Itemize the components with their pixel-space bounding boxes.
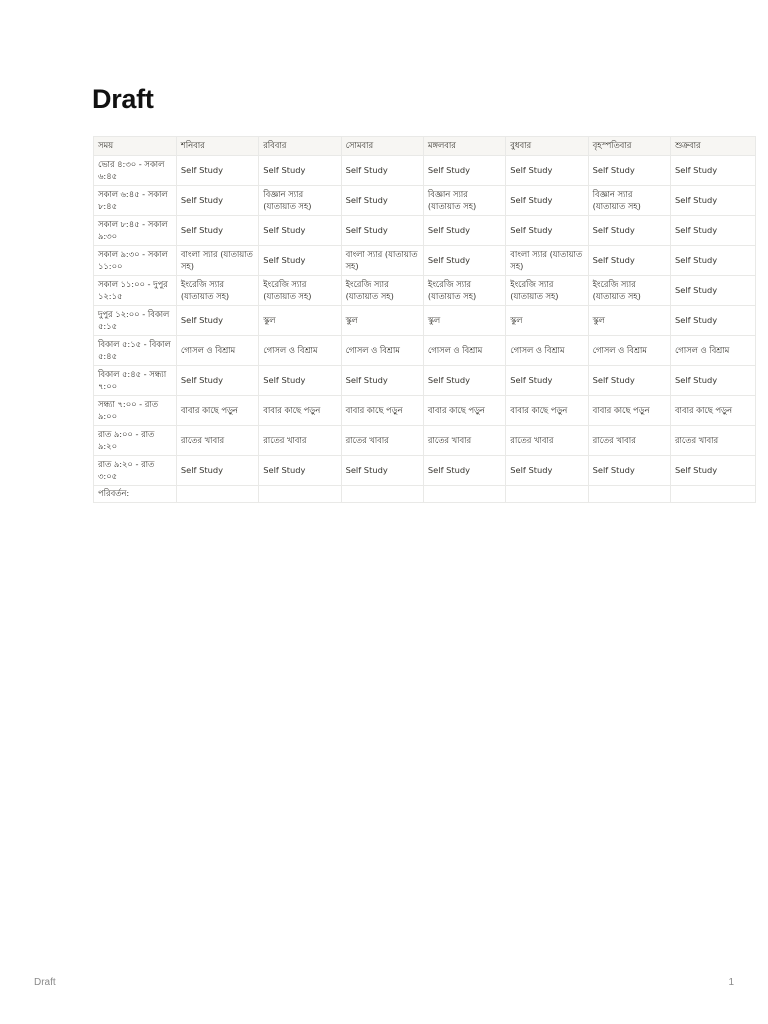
schedule-cell-monday: বাংলা স্যার (যাতায়াত সহ): [341, 246, 423, 276]
schedule-cell-wednesday: Self Study: [506, 216, 588, 246]
schedule-cell-monday: Self Study: [341, 186, 423, 216]
schedule-cell-tuesday: রাতের খাবার: [423, 426, 505, 456]
schedule-cell-monday: Self Study: [341, 156, 423, 186]
schedule-cell-saturday: Self Study: [176, 186, 258, 216]
time-slot-cell: ভোর ৪:৩০ - সকাল ৬:৪৫: [94, 156, 177, 186]
header-cell-wednesday: বুধবার: [506, 137, 588, 156]
table-row: [94, 216, 756, 246]
schedule-cell-sunday: Self Study: [259, 156, 341, 186]
schedule-cell-monday: গোসল ও বিশ্রাম: [341, 336, 423, 366]
table-row: [94, 486, 756, 503]
schedule-cell-friday: Self Study: [670, 156, 755, 186]
schedule-cell-friday: [670, 486, 755, 503]
schedule-cell-sunday: স্কুল: [259, 306, 341, 336]
schedule-cell-thursday: রাতের খাবার: [588, 426, 670, 456]
routine-table-container: [93, 136, 732, 503]
table-row: [94, 276, 756, 306]
schedule-cell-saturday: রাতের খাবার: [176, 426, 258, 456]
schedule-cell-tuesday: Self Study: [423, 216, 505, 246]
schedule-cell-thursday: বিজ্ঞান স্যার (যাতায়াত সহ): [588, 186, 670, 216]
page-title: Draft: [92, 84, 154, 114]
schedule-cell-monday: Self Study: [341, 216, 423, 246]
schedule-cell-wednesday: বাংলা স্যার (যাতায়াত সহ): [506, 246, 588, 276]
schedule-cell-saturday: ইংরেজি স্যার (যাতায়াত সহ): [176, 276, 258, 306]
schedule-cell-friday: বাবার কাছে পড়ুন: [670, 396, 755, 426]
schedule-cell-wednesday: রাতের খাবার: [506, 426, 588, 456]
time-slot-cell: বিকাল ৫:৪৫ - সন্ধ্যা ৭:০০: [94, 366, 177, 396]
schedule-cell-tuesday: Self Study: [423, 456, 505, 486]
time-slot-cell: সকাল ১১:০০ - দুপুর ১২:১৫: [94, 276, 177, 306]
schedule-cell-thursday: স্কুল: [588, 306, 670, 336]
time-slot-cell: সন্ধ্যা ৭:০০ - রাত ৯:০০: [94, 396, 177, 426]
schedule-cell-thursday: Self Study: [588, 216, 670, 246]
table-row: [94, 156, 756, 186]
schedule-cell-monday: [341, 486, 423, 503]
schedule-cell-tuesday: বিজ্ঞান স্যার (যাতায়াত সহ): [423, 186, 505, 216]
table-row: [94, 336, 756, 366]
schedule-cell-sunday: রাতের খাবার: [259, 426, 341, 456]
schedule-cell-monday: বাবার কাছে পড়ুন: [341, 396, 423, 426]
time-slot-cell: সকাল ৯:৩০ - সকাল ১১:০০: [94, 246, 177, 276]
schedule-cell-friday: Self Study: [670, 276, 755, 306]
schedule-cell-wednesday: বাবার কাছে পড়ুন: [506, 396, 588, 426]
schedule-cell-saturday: Self Study: [176, 366, 258, 396]
header-cell-friday: শুক্রবার: [670, 137, 755, 156]
schedule-cell-wednesday: ইংরেজি স্যার (যাতায়াত সহ): [506, 276, 588, 306]
schedule-cell-tuesday: ইংরেজি স্যার (যাতায়াত সহ): [423, 276, 505, 306]
schedule-cell-sunday: ইংরেজি স্যার (যাতায়াত সহ): [259, 276, 341, 306]
schedule-cell-sunday: বাবার কাছে পড়ুন: [259, 396, 341, 426]
schedule-cell-thursday: বাবার কাছে পড়ুন: [588, 396, 670, 426]
schedule-cell-tuesday: গোসল ও বিশ্রাম: [423, 336, 505, 366]
header-cell-time: সময়: [94, 137, 177, 156]
schedule-cell-friday: রাতের খাবার: [670, 426, 755, 456]
schedule-cell-wednesday: গোসল ও বিশ্রাম: [506, 336, 588, 366]
schedule-cell-monday: Self Study: [341, 366, 423, 396]
schedule-cell-thursday: Self Study: [588, 156, 670, 186]
schedule-cell-monday: ইংরেজি স্যার (যাতায়াত সহ): [341, 276, 423, 306]
time-slot-cell: সকাল ৮:৪৫ - সকাল ৯:৩০: [94, 216, 177, 246]
routine-table: [93, 136, 756, 503]
table-row: [94, 426, 756, 456]
schedule-cell-saturday: বাবার কাছে পড়ুন: [176, 396, 258, 426]
table-row: [94, 306, 756, 336]
header-cell-saturday: শনিবার: [176, 137, 258, 156]
schedule-cell-monday: রাতের খাবার: [341, 426, 423, 456]
schedule-cell-wednesday: Self Study: [506, 456, 588, 486]
footer-document-title: Draft: [34, 977, 56, 988]
schedule-cell-thursday: ইংরেজি স্যার (যাতায়াত সহ): [588, 276, 670, 306]
schedule-cell-sunday: [259, 486, 341, 503]
schedule-cell-friday: Self Study: [670, 366, 755, 396]
schedule-cell-saturday: Self Study: [176, 216, 258, 246]
schedule-cell-saturday: Self Study: [176, 456, 258, 486]
schedule-cell-saturday: [176, 486, 258, 503]
schedule-cell-wednesday: Self Study: [506, 366, 588, 396]
schedule-cell-thursday: Self Study: [588, 366, 670, 396]
schedule-cell-thursday: গোসল ও বিশ্রাম: [588, 336, 670, 366]
schedule-cell-sunday: বিজ্ঞান স্যার (যাতায়াত সহ): [259, 186, 341, 216]
time-slot-cell: রাত ৯:২০ - রাত ৩:০৫: [94, 456, 177, 486]
schedule-cell-monday: Self Study: [341, 456, 423, 486]
schedule-cell-friday: গোসল ও বিশ্রাম: [670, 336, 755, 366]
schedule-cell-friday: Self Study: [670, 456, 755, 486]
schedule-cell-saturday: বাংলা স্যার (যাতায়াত সহ): [176, 246, 258, 276]
schedule-cell-saturday: Self Study: [176, 306, 258, 336]
time-slot-cell: দুপুর ১২:০০ - বিকাল ৫:১৫: [94, 306, 177, 336]
schedule-cell-tuesday: Self Study: [423, 366, 505, 396]
schedule-cell-friday: Self Study: [670, 306, 755, 336]
schedule-cell-wednesday: স্কুল: [506, 306, 588, 336]
schedule-cell-thursday: Self Study: [588, 456, 670, 486]
schedule-cell-saturday: গোসল ও বিশ্রাম: [176, 336, 258, 366]
schedule-cell-tuesday: Self Study: [423, 246, 505, 276]
table-header-row: [94, 137, 756, 156]
schedule-cell-wednesday: Self Study: [506, 186, 588, 216]
schedule-cell-sunday: গোসল ও বিশ্রাম: [259, 336, 341, 366]
schedule-cell-tuesday: বাবার কাছে পড়ুন: [423, 396, 505, 426]
schedule-cell-sunday: Self Study: [259, 456, 341, 486]
schedule-cell-saturday: Self Study: [176, 156, 258, 186]
header-cell-tuesday: মঙ্গলবার: [423, 137, 505, 156]
table-row: [94, 246, 756, 276]
schedule-cell-friday: Self Study: [670, 216, 755, 246]
time-slot-cell: সকাল ৬:৪৫ - সকাল ৮:৪৫: [94, 186, 177, 216]
schedule-cell-wednesday: Self Study: [506, 156, 588, 186]
schedule-cell-friday: Self Study: [670, 246, 755, 276]
time-slot-cell: রাত ৯:০০ - রাত ৯:২০: [94, 426, 177, 456]
header-cell-monday: সোমবার: [341, 137, 423, 156]
footer-page-number: 1: [728, 977, 734, 988]
schedule-cell-tuesday: Self Study: [423, 156, 505, 186]
schedule-cell-thursday: [588, 486, 670, 503]
schedule-cell-sunday: Self Study: [259, 366, 341, 396]
schedule-cell-sunday: Self Study: [259, 246, 341, 276]
schedule-cell-sunday: Self Study: [259, 216, 341, 246]
table-row: [94, 186, 756, 216]
schedule-cell-thursday: Self Study: [588, 246, 670, 276]
header-cell-thursday: বৃহস্পতিবার: [588, 137, 670, 156]
header-cell-sunday: রবিবার: [259, 137, 341, 156]
schedule-cell-monday: স্কুল: [341, 306, 423, 336]
table-row: [94, 456, 756, 486]
schedule-cell-tuesday: [423, 486, 505, 503]
time-slot-cell: বিকাল ৫:১৫ - বিকাল ৫:৪৫: [94, 336, 177, 366]
table-row: [94, 396, 756, 426]
schedule-cell-friday: Self Study: [670, 186, 755, 216]
time-slot-cell: পরিবর্তন:: [94, 486, 177, 503]
schedule-cell-wednesday: [506, 486, 588, 503]
table-row: [94, 366, 756, 396]
routine-table-body: [94, 156, 756, 503]
schedule-cell-tuesday: স্কুল: [423, 306, 505, 336]
